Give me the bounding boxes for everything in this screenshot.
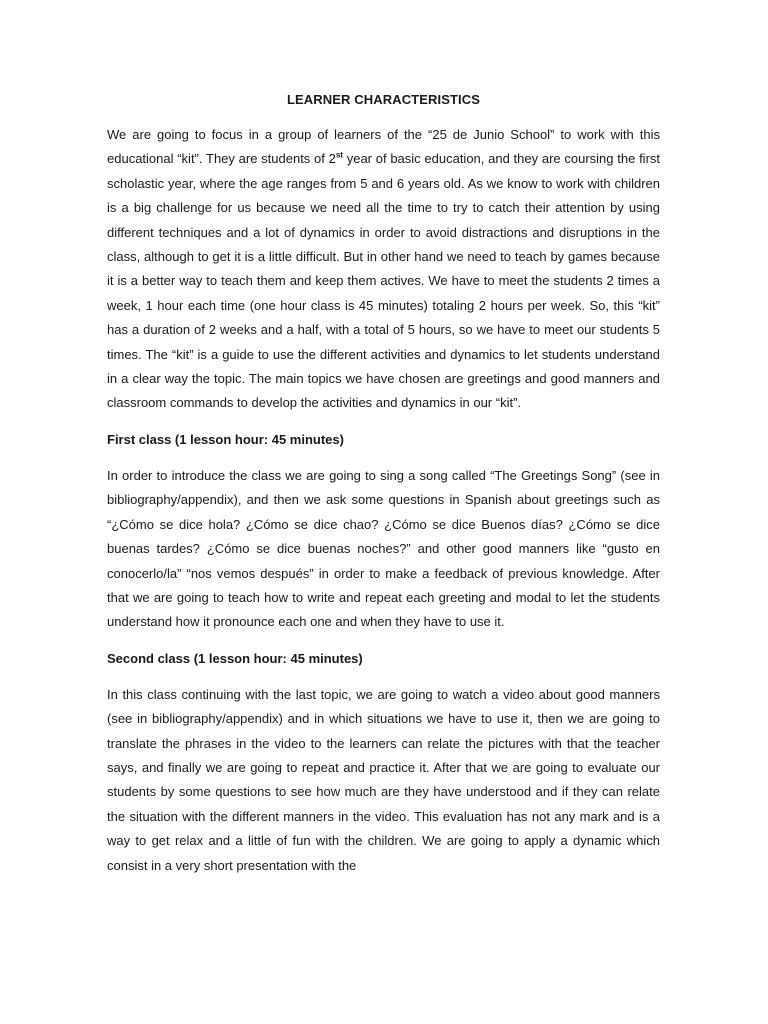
second-class-paragraph: In this class continuing with the last topic, we are going to watch a video about good manners (see in bibliography/appendix) and in which situations we have to use it, then we are going to translate the phrases in the video to the learners can relate the pictures with that the teacher says, and finally we are going to repeat and practice it. After that we are going to evaluate our students by some questions to see how much are they have understood and if they can relate the situation with the different manners in the video. This evaluation has not any mark and is a way to get relax and a little of fun with the children. We are going to apply a dynamic which consist in a very short presentation with the: [107, 686, 660, 873]
intro-text-part2: year of basic education, and they are coursing the first scholastic year, where the age ranges from 5 and 6 years old. As we know to work with children is a big challenge for us because we need all the time to try to catch their attention by using different techniques and a lot of dynamics in order to avoid distractions and disruptions in the class, although to get it is a little difficult. But in other hand we need to teach by games because it is a better way to teach them and keep them actives. We have to meet the students 2 times a week, 1 hour each time (one hour class is 45 minutes) totaling 2 hours per week. So, this “kit” has a duration of 2 weeks and a half, with a total of 5 hours, so we have to meet our students 5 times. The “kit” is a guide to use the different activities and dynamics to let students understand in a clear way the topic. The main topics we have chosen are greetings and good manners and classroom commands to develop the activities and dynamics in our “kit”.: [107, 151, 661, 411]
ordinal-superscript: st: [335, 151, 343, 161]
intro-text-part1: We are going to focus in a group of learners of the “25 de Junio School” to work with this educational “kit”. They are students of 2: [107, 127, 660, 167]
first-class-paragraph: In order to introduce the class we are going to sing a song called “The Greetings Song” (see in bibliography/appendix), and then we ask some questions in Spanish about greetings such as “¿Cómo se dice hola? ¿Cómo se dice chao? ¿Cómo se dice Buenos días? ¿Cómo se dice buenas tardes? ¿Cómo se dice buenas noches?” and other good manners like “gusto en conocerlo/la” “nos vemos después” in order to make a feedback of previous knowledge. After that we are going to teach how to write and repeat each greeting and modal to let the students understand how it pronounce each one and when they have to use it.: [107, 467, 660, 630]
second-class-heading: Second class (1 lesson hour: 45 minutes): [107, 650, 363, 666]
intro-paragraph: [107, 123, 660, 416]
document-page: [107, 88, 660, 890]
document-title: LEARNER CHARACTERISTICS: [287, 92, 480, 107]
first-class-heading: First class (1 lesson hour: 45 minutes): [107, 431, 344, 447]
